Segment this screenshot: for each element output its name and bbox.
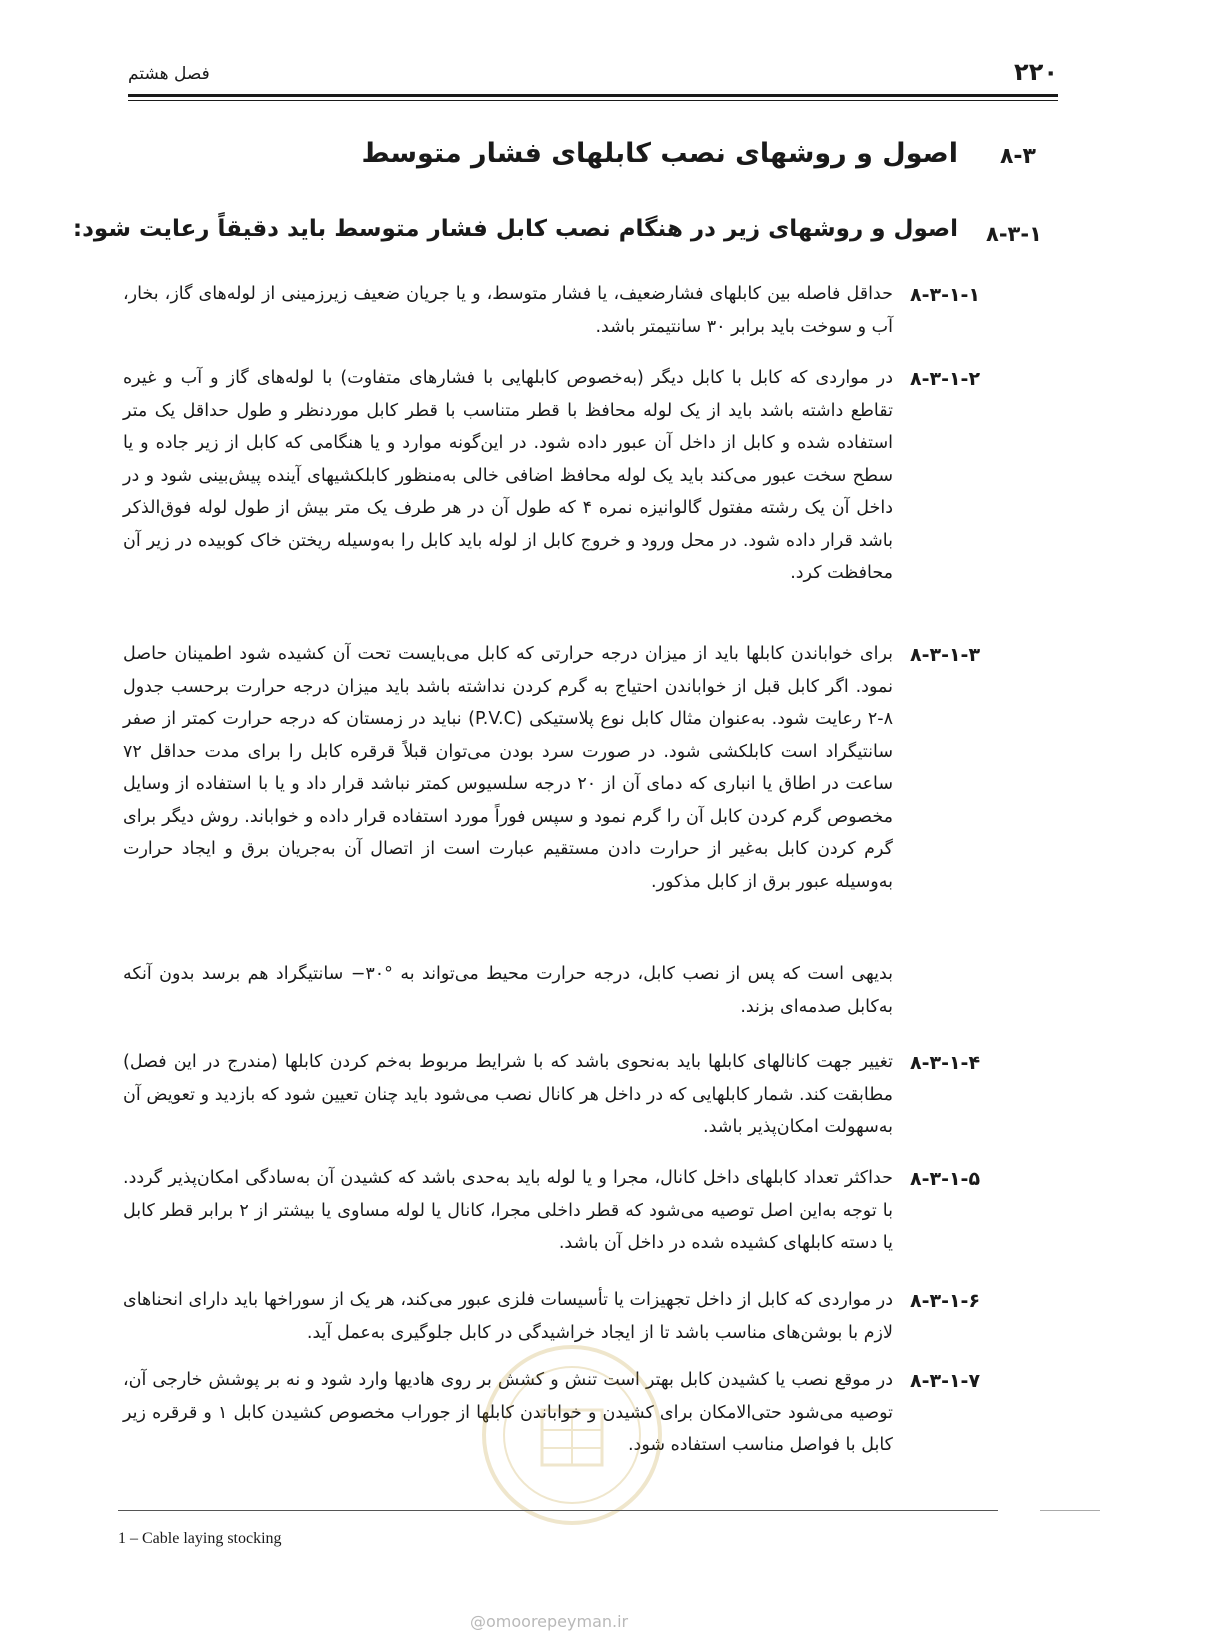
clause-text: در موقع نصب یا کشیدن کابل بهتر است تنش و کشش بر روی هادیها وارد شود و نه بر پوشش خارجی آن، توصیه می‌شود حتی‌الامکان برای کشیدن و خواباندن کابلها از جوراب مخصوص کشیدن کابل ۱ و قرقره زیر کابل با فواصل مناسب استفاده شود. — [123, 1370, 893, 1455]
clause-text: حداقل فاصله بین کابلهای فشارضعیف، یا فشار متوسط، و یا جریان ضعیف زیرزمینی از لوله‌های گاز، بخار، آب و سوخت باید برابر ۳۰ سانتیمتر باشد. — [123, 284, 893, 337]
subsection-number: ۸-۳-۱ — [986, 222, 1042, 246]
clause-number: ۸-۳-۱-۷ — [910, 1370, 981, 1392]
clause-number: ۸-۳-۱-۳ — [910, 644, 981, 666]
section-title: اصول و روشهای نصب کابلهای فشار متوسط — [361, 138, 958, 169]
page-header — [128, 58, 1058, 94]
chapter-name: فصل هشتم — [128, 64, 210, 84]
clause-text: در مواردی که کابل با کابل دیگر (به‌خصوص کابلهایی با فشارهای متفاوت) با لوله‌های گاز و آب و غیره تقاطع داشته باشد باید از یک لوله محافظ با قطر متناسب با قطر کابل موردنظر و طول حداقل یک متر استفاده شده و کابل از داخل آن عبور داده شود. در این‌گونه موارد و یا هنگامی که کابل از زیر جاده و یا سطح سخت عبور می‌کند باید یک لوله محافظ اضافی خالی به‌منظور کابلکشیهای آینده پیش‌بینی شود و در داخل آن یک رشته مفتول گالوانیزه نمره ۴ که طول آن در هر طرف یک متر بیش از طول لوله فوق‌الذکر باشد قرار داده شود. در محل ورود و خروج کابل از لوله باید کابل را به‌وسیله ریختن خاک کوبیده در زیر آن محافظت کرد. — [123, 368, 893, 583]
header-rule-thin — [128, 100, 1058, 101]
clause-extra-text: بدیهی است که پس از نصب کابل، درجه حرارت محیط می‌تواند به ‎−۳۰°‎ سانتیگراد هم برسد بدون آنکه به‌کابل صدمه‌ای بزند. — [123, 964, 894, 1017]
clause-number: ۸-۳-۱-۵ — [910, 1168, 981, 1190]
clause-number: ۸-۳-۱-۴ — [910, 1052, 981, 1074]
clause-text: در مواردی که کابل از داخل تجهیزات یا تأسیسات فلزی عبور می‌کند، هر یک از سوراخها باید دارای انحناهای لازم با بوشن‌های مناسب باشد تا از ایجاد خراشیدگی در کابل جلوگیری به‌عمل آید. — [123, 1290, 893, 1343]
footnote-rule-right — [1040, 1510, 1100, 1511]
clause-number: ۸-۳-۱-۶ — [910, 1290, 981, 1312]
footnote: 1 – Cable laying stocking — [118, 1530, 282, 1547]
page-number: ۲۲۰ — [1014, 58, 1058, 86]
clause-number: ۸-۳-۱-۱ — [910, 284, 981, 306]
watermark-seal-icon — [472, 1340, 672, 1530]
clause-text: حداکثر تعداد کابلهای داخل کانال، مجرا و یا لوله باید به‌حدی باشد که کشیدن آن به‌سادگی امکان‌پذیر گردد. با توجه به‌این اصل توصیه می‌شود که قطر داخلی مجرا، کانال یا لوله مساوی یا بیشتر از ۲ برابر قطر کابل یا دسته کابلهای کشیده شده در داخل آن باشد. — [123, 1168, 893, 1253]
section-number: ۸-۳ — [1000, 144, 1036, 169]
clause-text: تغییر جهت کانالهای کابلها باید به‌نحوی باشد که با شرایط مربوط به‌خم کردن کابلها (مندرج در این فصل) مطابقت کند. شمار کابلهایی که در داخل هر کانال نصب می‌شود باید چنان تعیین شود که بازدید و تعویض آن به‌سهولت امکان‌پذیر باشد. — [123, 1052, 893, 1137]
watermark-site: @omoorepeyman.ir — [470, 1612, 629, 1631]
clause-text: برای خواباندن کابلها باید از میزان درجه حرارتی که کابل می‌بایست تحت آن کشیده شود اطمینان حاصل نمود. اگر کابل قبل از خواباندن احتیاج به گرم کردن نداشته باشد باید میزان درجه حرارت برحسب جدول ۸-۲ رعایت شود. به‌عنوان مثال کابل نوع پلاستیکی (P.V.C) نباید در زمستان که درجه حرارت کمتر از صفر سانتیگراد است کابلکشی شود. در صورت سرد بودن می‌توان قبلاً قرقره کابل را برای مدت حداقل ۷۲ ساعت در اطاق یا انباری که دمای آن از ۲۰ درجه سلسیوس کمتر نباشد قرار داد و یا با استفاده از وسایل مخصوص گرم کردن کابل آن را گرم نمود و سپس فوراً مورد استفاده قرار داده و خواباند. روش دیگر برای گرم کردن کابل به‌غیر از حرارت دادن مستقیم عبارت است از اتصال آن به‌جریان برق و ایجاد حرارت به‌وسیله عبور برق از کابل مذکور. — [123, 644, 894, 892]
header-rule-thick — [128, 94, 1058, 97]
footnote-rule — [118, 1510, 998, 1511]
clause-number: ۸-۳-۱-۲ — [910, 368, 981, 390]
subsection-title: اصول و روشهای زیر در هنگام نصب کابل فشار متوسط باید دقیقاً رعایت شود: — [72, 216, 958, 242]
